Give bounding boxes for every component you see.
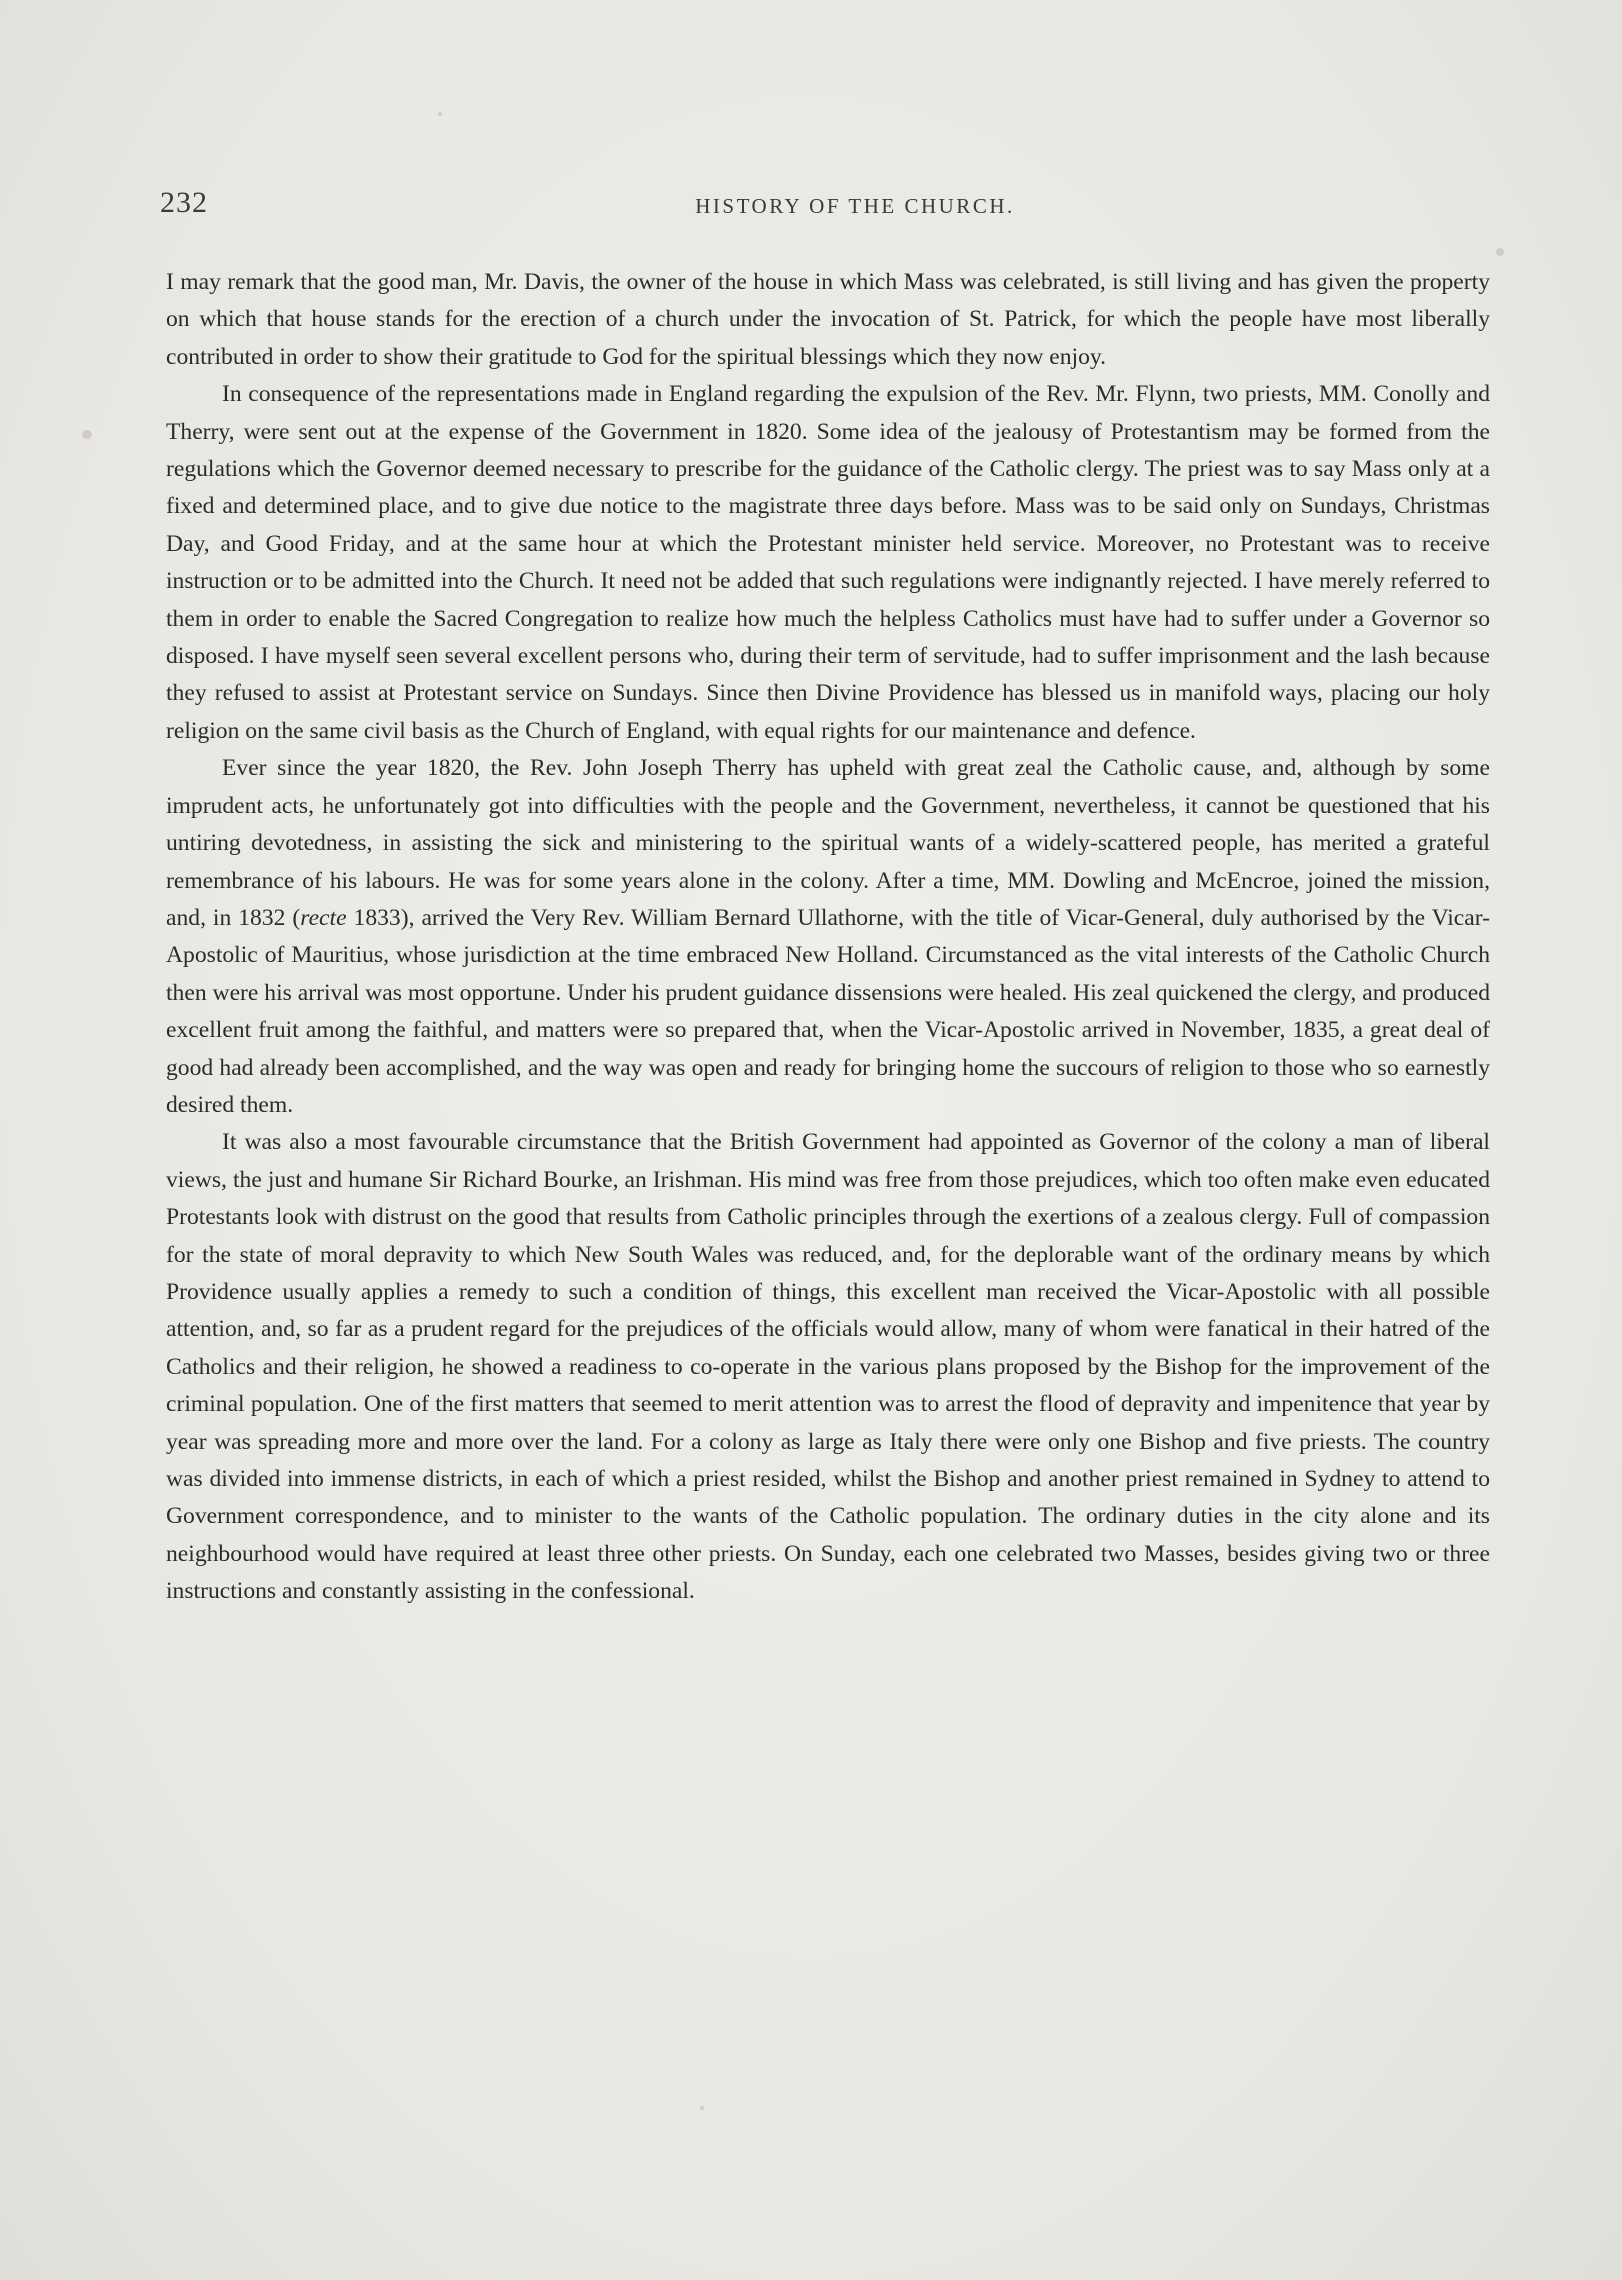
paragraph — [166, 750, 1490, 1124]
paragraph-text: Ever since the year 1820, the Rev. John Joseph Therry has upheld with great zeal the Catholic cause, and, although by some imprudent acts, he unfortunately got into difficulties with the people and the Government, nevertheless, it cannot be questioned that his untiring devotedness, in assisting the sick and ministering to the spiritual wants of a widely-scattered people, has merited a grateful remembrance of his labours. He was for some years alone in the colony. After a time, MM. Dowling and McEncroe, joined the mission, and, in 1832 ( — [166, 755, 1490, 931]
page-header — [160, 186, 1490, 226]
paragraph: In consequence of the representations made in England regarding the expulsion of the Rev. Mr. Flynn, two priests, MM. Conolly and Therry, were sent out at the expense of the Government in 1820. Some idea of the jealousy of Protestantism may be formed from the regulations which the Governor deemed necessary to prescribe for the guidance of the Catholic clergy. The priest was to say Mass only at a fixed and determined place, and to give due notice to the magistrate three days before. Mass was to be said only on Sundays, Christmas Day, and Good Friday, and at the same hour at which the Protestant minister held service. Moreover, no Protestant was to receive instruction or to be admitted into the Church. It need not be added that such regulations were indignantly rejected. I have merely referred to them in order to enable the Sacred Congregation to realize how much the helpless Catholics must have had to suffer under a Governor so disposed. I have myself seen several excellent persons who, during their term of servitude, had to suffer imprisonment and the lash because they refused to assist at Protestant service on Sundays. Since then Divine Providence has blessed us in manifold ways, placing our holy religion on the same civil basis as the Church of England, with equal rights for our maintenance and defence. — [166, 381, 1490, 744]
paragraph-text: 1833), arrived the Very Rev. William Bernard Ullathorne, with the title of Vicar-General, duly authorised by the Vicar-Apostolic of Mauritius, whose jurisdiction at the time embraced New Holland. Circumstanced as the vital interests of the Catholic Church then were his arrival was most opportune. Under his prudent guidance dissensions were healed. His zeal quickened the clergy, and produced excellent fruit among the faithful, and matters were so prepared that, when the Vicar-Apostolic arrived in November, 1835, a great deal of good had already been accomplished, and the way was open and ready for bringing home the succours of religion to those who so earnestly desired them. — [166, 904, 1490, 1118]
paper-speck — [438, 112, 442, 116]
paper-speck — [700, 2106, 704, 2110]
paragraph: I may remark that the good man, Mr. Davis, the owner of the house in which Mass was celebrated, is still living and has given the property on which that house stands for the erection of a church under the invocation of St. Patrick, for which the people have most liberally contributed in order to show their gratitude to God for the spiritual blessings which they now enjoy. — [166, 269, 1490, 370]
body-text — [166, 264, 1490, 1611]
italic-term: recte — [300, 904, 347, 931]
paper-speck — [1496, 248, 1504, 256]
paragraph: It was also a most favourable circumstance that the British Government had appointed as Governor of the colony a man of liberal views, the just and humane Sir Richard Bourke, an Irishman. His mind was free from those prejudices, which too often make even educated Protestants look with distrust on the good that results from Catholic principles through the exertions of a zealous clergy. Full of compassion for the state of moral depravity to which New South Wales was reduced, and, for the deplorable want of the ordinary means by which Providence usually applies a remedy to such a condition of things, this excellent man received the Vicar-Apostolic with all possible attention, and, so far as a prudent regard for the prejudices of the officials would allow, many of whom were fanatical in their hatred of the Catholics and their religion, he showed a readiness to co-operate in the various plans proposed by the Bishop for the improvement of the criminal population. One of the first matters that seemed to merit attention was to arrest the flood of depravity and impenitence that year by year was spreading more and more over the land. For a colony as large as Italy there were only one Bishop and five priests. The country was divided into immense districts, in each of which a priest resided, whilst the Bishop and another priest remained in Sydney to attend to Government correspondence, and to minister to the wants of the Catholic population. The ordinary duties in the city alone and its neighbourhood would have required at least three other priests. On Sunday, each one celebrated two Masses, besides giving two or three instructions and constantly assisting in the confessional. — [166, 1129, 1490, 1605]
paper-speck — [82, 430, 92, 439]
running-title: HISTORY OF THE CHURCH. — [695, 194, 1015, 218]
page-number: 232 — [160, 186, 208, 219]
